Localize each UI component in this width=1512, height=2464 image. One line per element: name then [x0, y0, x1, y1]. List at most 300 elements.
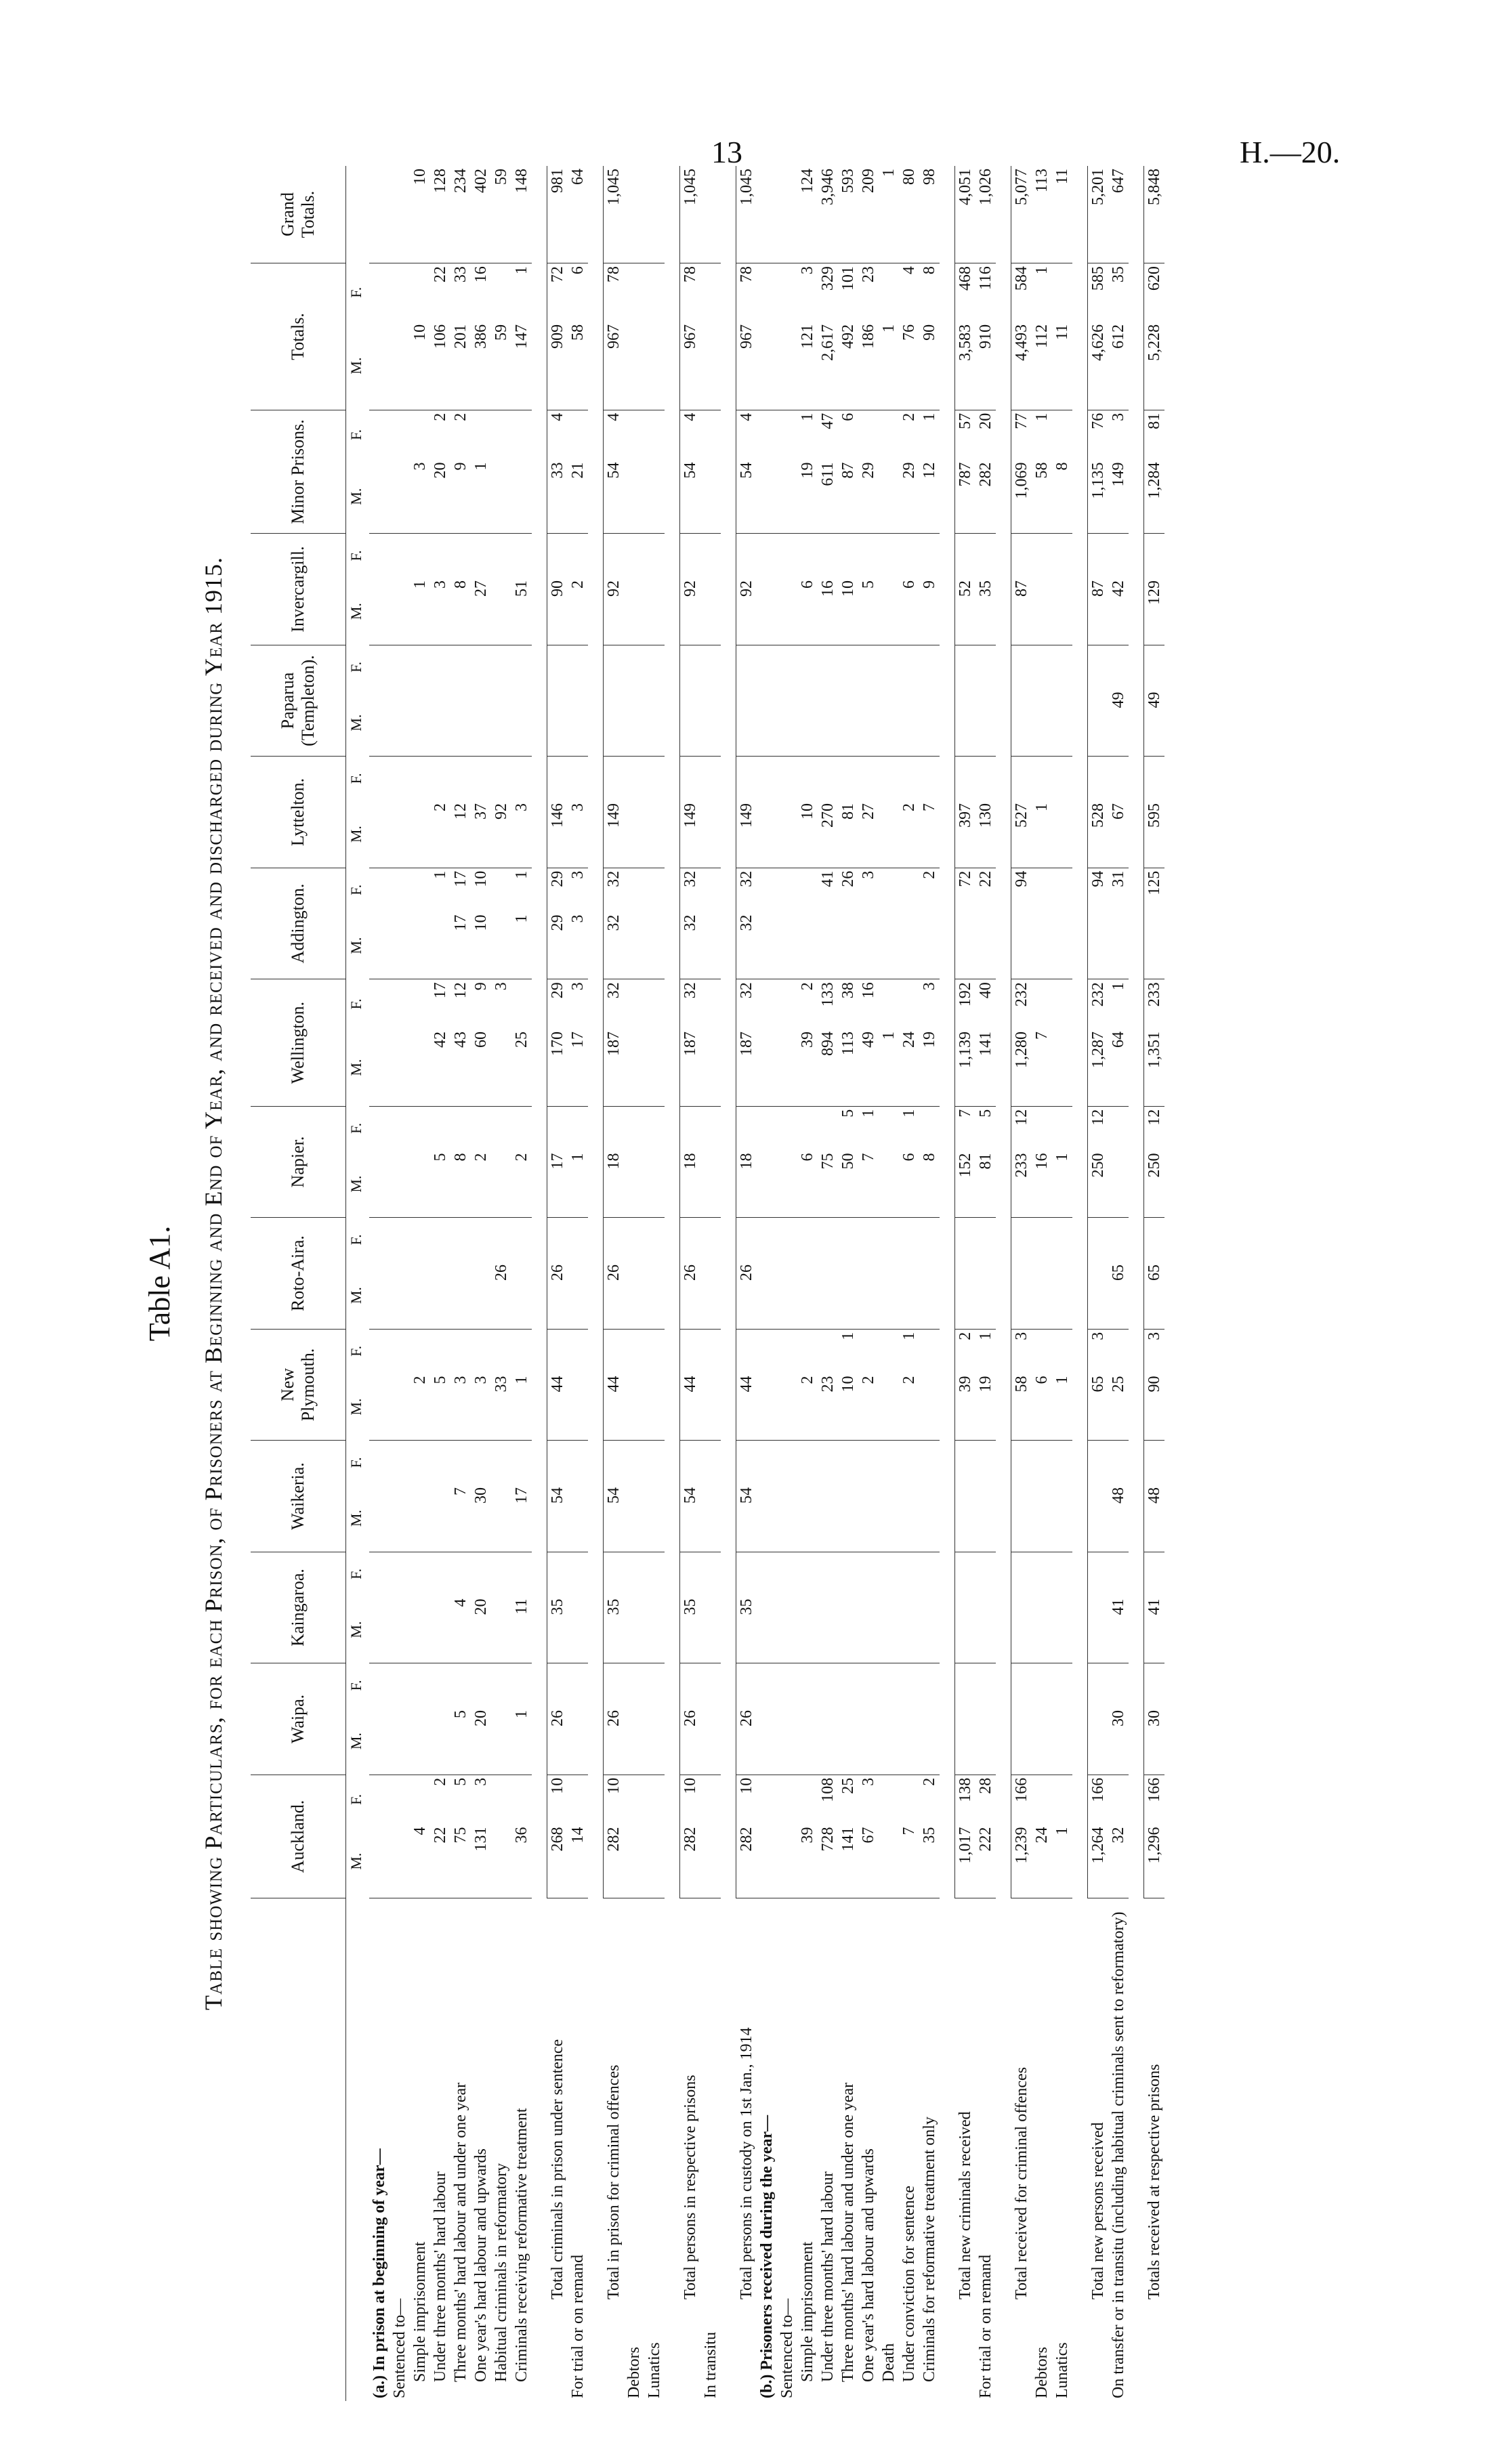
table-cell: [1088, 1485, 1109, 1552]
table-cell: [777, 1218, 797, 1262]
table-row: [879, 166, 899, 2401]
table-cell: [818, 1485, 838, 1552]
table-cell: [511, 410, 532, 459]
table-cell: [1088, 645, 1109, 689]
column-header: Paparua (Templeton).: [251, 645, 346, 756]
table-cell: [955, 912, 976, 979]
table-cell: [899, 1775, 919, 1824]
table-cell: [1144, 1663, 1165, 1707]
table-cell: 1: [410, 578, 430, 645]
table-cell: [736, 1441, 757, 1485]
table-cell: 44: [736, 1373, 757, 1440]
table-cell: [491, 1441, 511, 1485]
table-cell: 8: [919, 1150, 940, 1217]
table-title: [199, 166, 228, 2401]
table-cell: 12: [452, 982, 469, 999]
table-cell: [568, 1775, 588, 1824]
table-cell: [410, 534, 430, 578]
table-cell: [919, 1596, 940, 1663]
table-cell: [1088, 1707, 1109, 1775]
table-cell: 1: [921, 412, 938, 421]
table-cell: 51: [511, 578, 532, 645]
table-cell: [680, 1329, 701, 1373]
table-cell: [858, 1441, 879, 1485]
table-cell: [390, 459, 410, 533]
table-cell: 152: [955, 1150, 976, 1217]
table-cell: 6: [1032, 1373, 1052, 1440]
table-cell: 65: [1144, 1262, 1165, 1329]
row-label: Total in prison for criminal offences: [604, 2064, 623, 2299]
table-cell: [1108, 1329, 1129, 1373]
table-cell: 282: [604, 1824, 625, 1898]
table-cell: [624, 1441, 644, 1485]
table-cell: [471, 1552, 491, 1596]
table-cell: 22: [430, 1824, 450, 1898]
table-cell: [1052, 1218, 1072, 1262]
table-row: [624, 166, 644, 2401]
table-cell: 78: [736, 263, 757, 322]
table-cell: 10: [838, 1373, 858, 1440]
table-cell: 81: [838, 801, 858, 868]
table-cell: 2,617: [818, 322, 838, 410]
table-cell: 6: [797, 1150, 818, 1217]
table-cell: [777, 410, 797, 459]
table-cell: 141: [975, 1029, 996, 1106]
table-cell: [919, 1329, 940, 1373]
table-cell: 3: [492, 982, 510, 991]
table-cell: [410, 1707, 430, 1775]
table-cell: 18: [604, 1150, 625, 1217]
table-cell: 1,026: [975, 166, 996, 263]
table-cell: [624, 1373, 644, 1440]
table-cell: [975, 1441, 996, 1485]
table-row: [430, 166, 450, 2401]
table-cell: [624, 645, 644, 689]
table-cell: [390, 578, 410, 645]
table-cell: [604, 1218, 625, 1262]
table-cell: [1108, 1552, 1129, 1596]
table-cell: 92: [604, 578, 625, 645]
mf-label: F.: [348, 286, 364, 298]
table-cell: [757, 1663, 777, 1707]
table-cell: [700, 1106, 721, 1150]
table-cell: [450, 1218, 471, 1262]
table-cell: [430, 757, 450, 801]
table-cell: 149: [736, 801, 757, 868]
page-number: 13: [711, 135, 742, 169]
table-cell: 32: [736, 979, 757, 1029]
table-cell: [390, 979, 410, 1029]
table-cell: [736, 645, 757, 689]
table-cell: [700, 1596, 721, 1663]
table-cell: 108: [819, 1777, 837, 1802]
table-cell: 44: [547, 1373, 568, 1440]
table-cell: [975, 1218, 996, 1262]
table-cell: [975, 645, 996, 689]
table-cell: [430, 912, 450, 979]
table-cell: [955, 645, 976, 689]
table-cell: [777, 1707, 797, 1775]
table-cell: 19: [919, 1029, 940, 1106]
table-cell: [818, 912, 838, 979]
table-row: [955, 166, 976, 2401]
table-cell: [797, 1663, 818, 1707]
table-cell: [680, 1218, 701, 1262]
table-cell: [955, 689, 976, 756]
table-cell: [879, 1663, 899, 1707]
table-cell: [736, 534, 757, 578]
table-cell: [390, 645, 410, 689]
table-cell: [797, 1707, 818, 1775]
table-cell: 116: [977, 266, 994, 291]
table-cell: 35: [1110, 266, 1127, 283]
table-cell: [644, 1441, 665, 1485]
table-cell: 54: [680, 1485, 701, 1552]
table-cell: [491, 1218, 511, 1262]
table-cell: [879, 979, 899, 1029]
table-cell: 1: [900, 1332, 918, 1340]
table-cell: [390, 410, 410, 459]
table-cell: 42: [430, 1029, 450, 1106]
table-cell: 50: [838, 1150, 858, 1217]
spacer-row: [665, 166, 680, 2401]
table-cell: [818, 1552, 838, 1596]
table-cell: 17: [547, 1150, 568, 1217]
table-cell: [644, 534, 665, 578]
table-cell: 1,045: [604, 166, 625, 263]
table-cell: [700, 1552, 721, 1596]
table-cell: [390, 1824, 410, 1898]
table-cell: 16: [860, 982, 877, 999]
table-cell: [511, 757, 532, 801]
table-cell: [680, 689, 701, 756]
table-cell: [511, 1329, 532, 1373]
table-cell: [547, 1663, 568, 1707]
table-cell: [511, 689, 532, 756]
table-cell: 268: [547, 1824, 568, 1898]
table-cell: [624, 1663, 644, 1707]
row-label: Totals received at respective prisons: [1145, 2064, 1163, 2299]
table-cell: 54: [736, 459, 757, 533]
table-cell: 10: [410, 322, 430, 410]
table-cell: [644, 1262, 665, 1329]
table-cell: [818, 1663, 838, 1707]
table-cell: [644, 1663, 665, 1707]
table-cell: 620: [1144, 263, 1165, 322]
table-cell: [975, 534, 996, 578]
mf-label: F.: [348, 1568, 364, 1579]
table-cell: 192: [955, 979, 976, 1029]
table-cell: [369, 578, 390, 645]
mf-label: F.: [348, 884, 364, 895]
table-cell: [471, 534, 491, 578]
table-cell: 148: [511, 166, 532, 263]
table-cell: 49: [1144, 689, 1165, 756]
table-cell: [879, 645, 899, 689]
table-cell: [624, 410, 644, 459]
table-cell: 2: [511, 1150, 532, 1217]
row-label: One year's hard labour and upwards: [860, 2148, 877, 2382]
table-cell: [858, 1707, 879, 1775]
table-cell: [838, 1485, 858, 1552]
table-cell: 1: [860, 1109, 877, 1118]
column-header: Auckland.: [251, 1775, 346, 1898]
table-cell: 76: [899, 322, 919, 410]
table-cell: [797, 645, 818, 689]
table-cell: [450, 534, 471, 578]
table-cell: [430, 1552, 450, 1596]
spacer-row: [1072, 166, 1088, 2401]
table-cell: 3: [569, 982, 587, 991]
table-row: [568, 166, 588, 2401]
table-cell: 1,287: [1088, 1029, 1109, 1106]
table-cell: [450, 645, 471, 689]
table-cell: 4: [604, 410, 625, 459]
table-cell: 3: [471, 1373, 491, 1440]
table-cell: [955, 1707, 976, 1775]
table-cell: 33: [452, 266, 469, 283]
table-cell: [838, 1663, 858, 1707]
table-cell: 12: [1088, 1106, 1109, 1150]
table-cell: [899, 1552, 919, 1596]
table-cell: [899, 868, 919, 912]
table-cell: [369, 1373, 390, 1440]
table-cell: [838, 689, 858, 756]
table-cell: [797, 689, 818, 756]
table-cell: 25: [1108, 1373, 1129, 1440]
table-cell: 26: [491, 1262, 511, 1329]
table-cell: 5: [839, 1109, 857, 1118]
row-label: Total new criminals received: [956, 2111, 974, 2299]
table-cell: [777, 1824, 797, 1898]
table-cell: [1108, 757, 1129, 801]
table-cell: [644, 322, 665, 410]
table-cell: [568, 1485, 588, 1552]
table-cell: [879, 534, 899, 578]
table-cell: [390, 801, 410, 868]
table-cell: [410, 1029, 430, 1106]
table-cell: 1: [1052, 1150, 1072, 1217]
table-cell: [644, 689, 665, 756]
table-cell: 5: [858, 578, 879, 645]
table-cell: 2: [921, 870, 938, 879]
table-cell: [511, 1441, 532, 1485]
table-cell: 492: [838, 322, 858, 410]
table-cell: [1052, 912, 1072, 979]
table-cell: [604, 1552, 625, 1596]
table-cell: 17: [432, 982, 449, 999]
table-cell: [390, 1775, 410, 1824]
table-cell: [955, 757, 976, 801]
table-cell: 101: [839, 266, 857, 291]
table-cell: [624, 1552, 644, 1596]
table-cell: [899, 1262, 919, 1329]
prisoners-table: [251, 166, 1164, 2401]
table-cell: [1011, 757, 1032, 801]
table-cell: [777, 757, 797, 801]
table-cell: [700, 1029, 721, 1106]
table-cell: [547, 534, 568, 578]
table-cell: [624, 166, 644, 263]
table-cell: [680, 1663, 701, 1707]
table-cell: [511, 534, 532, 578]
table-row: [604, 166, 625, 2401]
table-row: [797, 166, 818, 2401]
table-cell: [858, 1596, 879, 1663]
table-cell: [1032, 1106, 1052, 1150]
table-cell: 80: [899, 166, 919, 263]
spacer-row: [532, 166, 547, 2401]
table-cell: [879, 1150, 899, 1217]
mf-label: F.: [348, 773, 364, 784]
table-cell: [700, 1485, 721, 1552]
table-cell: [624, 1596, 644, 1663]
table-cell: 187: [604, 1029, 625, 1106]
table-cell: [700, 1441, 721, 1485]
table-cell: [369, 801, 390, 868]
table-cell: [1011, 1218, 1032, 1262]
row-label: Simple imprisonment: [411, 2241, 429, 2382]
table-cell: 16: [1032, 1150, 1052, 1217]
table-cell: [757, 1329, 777, 1373]
table-cell: 1,296: [1144, 1824, 1165, 1898]
table-cell: 47: [819, 412, 837, 429]
row-label: Debtors: [625, 2347, 643, 2398]
table-cell: [624, 578, 644, 645]
table-cell: [919, 1218, 940, 1262]
table-cell: 121: [797, 322, 818, 410]
table-cell: [410, 1150, 430, 1217]
table-cell: [491, 1029, 511, 1106]
table-cell: 11: [511, 1596, 532, 1663]
table-cell: 22: [977, 870, 994, 887]
table-cell: [1052, 1707, 1072, 1775]
table-cell: 386: [471, 322, 491, 410]
table-cell: 60: [471, 1029, 491, 1106]
table-cell: [1052, 263, 1072, 322]
table-cell: [604, 534, 625, 578]
table-cell: [491, 1596, 511, 1663]
table-cell: 12: [450, 801, 471, 868]
table-cell: [818, 1218, 838, 1262]
table-cell: [369, 1485, 390, 1552]
table-cell: 75: [818, 1150, 838, 1217]
table-cell: [369, 1106, 390, 1150]
table-cell: [491, 1552, 511, 1596]
table-cell: 32: [680, 868, 701, 912]
table-cell: 1,284: [1144, 459, 1165, 533]
table-cell: 29: [547, 912, 568, 979]
table-cell: 9: [450, 459, 471, 533]
table-cell: [1088, 534, 1109, 578]
table-cell: 94: [1011, 868, 1032, 912]
table-cell: [1052, 1262, 1072, 1329]
table-cell: [838, 534, 858, 578]
table-cell: [838, 1262, 858, 1329]
table-cell: [1108, 645, 1129, 689]
table-cell: [879, 263, 899, 322]
table-cell: [624, 1824, 644, 1898]
table-cell: [955, 1441, 976, 1485]
table-cell: 1,069: [1011, 459, 1032, 533]
table-cell: [757, 1262, 777, 1329]
table-cell: [680, 1441, 701, 1485]
table-cell: [818, 1262, 838, 1329]
table-cell: 1: [511, 1707, 532, 1775]
table-cell: [975, 1485, 996, 1552]
table-cell: [390, 1441, 410, 1485]
table-cell: 113: [838, 1029, 858, 1106]
table-cell: [700, 1218, 721, 1262]
table-cell: 7: [955, 1106, 976, 1150]
table-cell: [757, 1485, 777, 1552]
row-label: Habitual criminals in reformatory: [492, 2163, 510, 2382]
table-cell: 147: [511, 322, 532, 410]
table-cell: [369, 689, 390, 756]
table-cell: 26: [547, 1707, 568, 1775]
table-cell: [797, 1485, 818, 1552]
table-cell: 5: [430, 1373, 450, 1440]
table-cell: [369, 912, 390, 979]
table-cell: [879, 1441, 899, 1485]
table-cell: 612: [1108, 322, 1129, 410]
table-cell: [624, 1329, 644, 1373]
table-cell: [644, 979, 665, 1029]
table-cell: [547, 757, 568, 801]
table-cell: 30: [1144, 1707, 1165, 1775]
table-cell: [547, 1552, 568, 1596]
table-cell: 24: [1032, 1824, 1052, 1898]
table-cell: [879, 1485, 899, 1552]
table-cell: [511, 1775, 532, 1824]
table-cell: 3: [1011, 1329, 1032, 1373]
table-cell: [390, 263, 410, 322]
table-cell: 1: [1052, 1373, 1072, 1440]
table-cell: 58: [1032, 459, 1052, 533]
table-cell: [491, 757, 511, 801]
table-cell: 64: [1108, 1029, 1129, 1106]
table-cell: [1032, 578, 1052, 645]
table-cell: 129: [1144, 578, 1165, 645]
table-cell: [838, 757, 858, 801]
table-cell: 5: [450, 1707, 471, 1775]
table-row: [700, 166, 721, 2401]
table-cell: 64: [568, 166, 588, 263]
table-cell: 87: [1088, 578, 1109, 645]
table-cell: [818, 1329, 838, 1373]
table-cell: 329: [819, 266, 837, 291]
table-cell: [410, 1441, 430, 1485]
table-cell: [390, 757, 410, 801]
table-cell: [757, 263, 777, 322]
table-cell: 4: [680, 410, 701, 459]
table-cell: [430, 534, 450, 578]
table-cell: [879, 1106, 899, 1150]
table-row: [975, 166, 996, 2401]
table-cell: 10: [680, 1775, 701, 1824]
table-cell: [736, 1106, 757, 1150]
table-cell: [644, 912, 665, 979]
table-cell: 32: [736, 912, 757, 979]
table-cell: [1032, 1218, 1052, 1262]
table-cell: [797, 1218, 818, 1262]
table-cell: [644, 1218, 665, 1262]
column-header: New Plymouth.: [251, 1329, 346, 1441]
table-cell: 6: [797, 578, 818, 645]
table-cell: 41: [1144, 1596, 1165, 1663]
table-cell: 585: [1088, 263, 1109, 322]
table-cell: [511, 979, 532, 1029]
